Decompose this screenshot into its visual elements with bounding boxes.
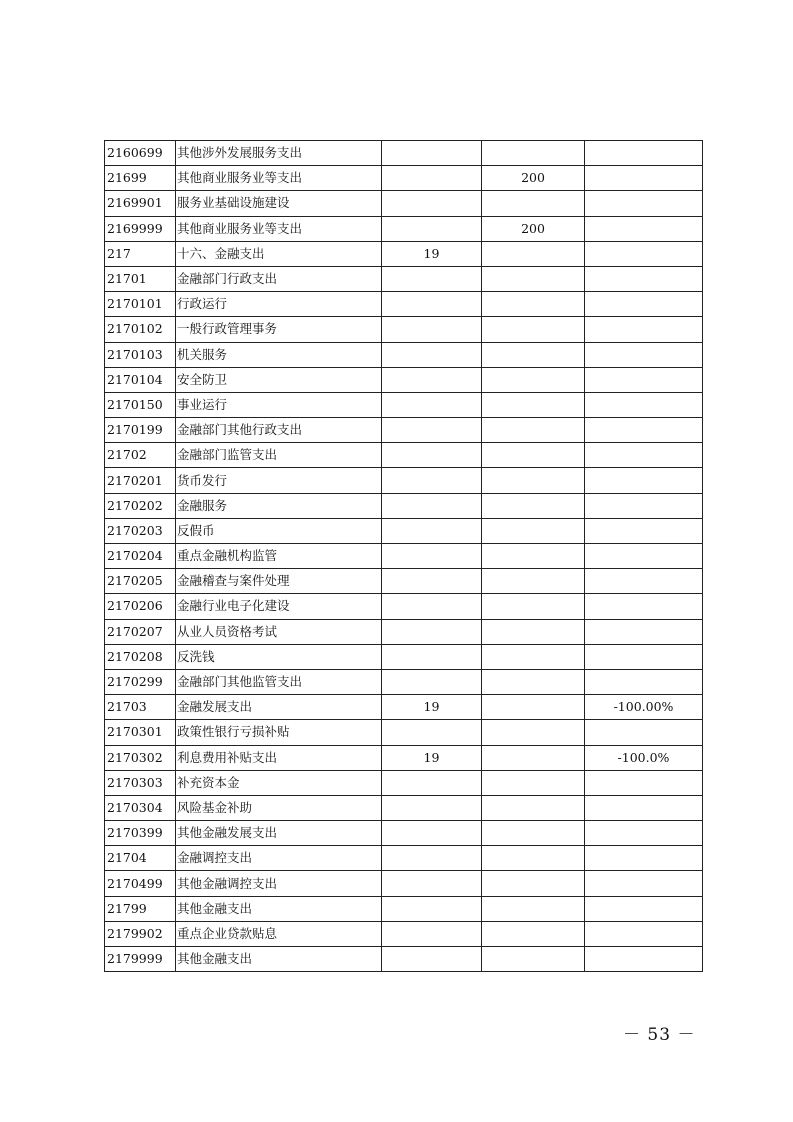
change-rate-cell	[585, 166, 703, 191]
change-rate-cell	[585, 493, 703, 518]
account-name-cell: 金融稽查与案件处理	[176, 569, 382, 594]
account-code-cell: 2179999	[105, 947, 176, 972]
account-code-cell: 2169901	[105, 191, 176, 216]
change-rate-cell	[585, 392, 703, 417]
account-code-cell: 2170205	[105, 569, 176, 594]
table-row	[105, 216, 703, 241]
table-row	[105, 317, 703, 342]
amount-col2-cell	[482, 695, 585, 720]
amount-col2-cell	[482, 468, 585, 493]
table-row	[105, 468, 703, 493]
account-code-cell: 2170203	[105, 518, 176, 543]
account-code-cell: 2170206	[105, 594, 176, 619]
amount-col1-cell: 19	[382, 241, 482, 266]
account-name-cell: 货币发行	[176, 468, 382, 493]
table-row	[105, 846, 703, 871]
amount-col1-cell	[382, 166, 482, 191]
account-code-cell: 2170299	[105, 669, 176, 694]
amount-col2-cell	[482, 191, 585, 216]
account-name-cell: 其他商业服务业等支出	[176, 166, 382, 191]
account-code-cell: 2170499	[105, 871, 176, 896]
account-name-cell: 其他金融支出	[176, 896, 382, 921]
amount-col1-cell	[382, 871, 482, 896]
account-code-cell: 2170199	[105, 418, 176, 443]
table-row	[105, 619, 703, 644]
amount-col2-cell	[482, 569, 585, 594]
change-rate-cell	[585, 846, 703, 871]
amount-col2-cell	[482, 795, 585, 820]
table-row	[105, 342, 703, 367]
account-name-cell: 重点企业贷款贴息	[176, 921, 382, 946]
account-name-cell: 金融部门其他监管支出	[176, 669, 382, 694]
account-code-cell: 2170208	[105, 644, 176, 669]
table-row	[105, 720, 703, 745]
change-rate-cell	[585, 292, 703, 317]
account-code-cell: 2179902	[105, 921, 176, 946]
account-code-cell: 2170101	[105, 292, 176, 317]
amount-col2-cell	[482, 317, 585, 342]
account-code-cell: 21704	[105, 846, 176, 871]
table-row	[105, 795, 703, 820]
account-name-cell: 其他金融发展支出	[176, 821, 382, 846]
amount-col1-cell	[382, 216, 482, 241]
amount-col1-cell	[382, 493, 482, 518]
account-name-cell: 其他涉外发展服务支出	[176, 141, 382, 166]
account-code-cell: 21701	[105, 266, 176, 291]
account-code-cell: 2170104	[105, 367, 176, 392]
amount-col2-cell	[482, 921, 585, 946]
change-rate-cell	[585, 896, 703, 921]
amount-col2-cell	[482, 669, 585, 694]
amount-col2-cell	[482, 770, 585, 795]
amount-col2-cell	[482, 896, 585, 921]
account-name-cell: 补充资本金	[176, 770, 382, 795]
change-rate-cell	[585, 317, 703, 342]
account-name-cell: 其他商业服务业等支出	[176, 216, 382, 241]
change-rate-cell	[585, 619, 703, 644]
amount-col2-cell	[482, 443, 585, 468]
amount-col1-cell	[382, 518, 482, 543]
change-rate-cell	[585, 241, 703, 266]
account-code-cell: 21699	[105, 166, 176, 191]
change-rate-cell	[585, 947, 703, 972]
amount-col1-cell	[382, 443, 482, 468]
change-rate-cell	[585, 216, 703, 241]
amount-col1-cell	[382, 367, 482, 392]
change-rate-cell	[585, 569, 703, 594]
table-row	[105, 367, 703, 392]
table-row	[105, 921, 703, 946]
amount-col1-cell	[382, 720, 482, 745]
table-row	[105, 241, 703, 266]
table-row	[105, 871, 703, 896]
amount-col1-cell	[382, 266, 482, 291]
account-name-cell: 十六、金融支出	[176, 241, 382, 266]
account-code-cell: 2170204	[105, 544, 176, 569]
change-rate-cell	[585, 191, 703, 216]
account-name-cell: 利息费用补贴支出	[176, 745, 382, 770]
change-rate-cell	[585, 821, 703, 846]
amount-col2-cell	[482, 292, 585, 317]
amount-col1-cell	[382, 795, 482, 820]
account-code-cell: 21799	[105, 896, 176, 921]
account-code-cell: 2170102	[105, 317, 176, 342]
account-code-cell: 2170150	[105, 392, 176, 417]
account-name-cell: 金融部门其他行政支出	[176, 418, 382, 443]
amount-col2-cell	[482, 266, 585, 291]
change-rate-cell	[585, 443, 703, 468]
table-row	[105, 821, 703, 846]
change-rate-cell	[585, 468, 703, 493]
account-name-cell: 金融行业电子化建设	[176, 594, 382, 619]
account-name-cell: 金融服务	[176, 493, 382, 518]
account-code-cell: 2170202	[105, 493, 176, 518]
account-name-cell: 反假币	[176, 518, 382, 543]
change-rate-cell	[585, 141, 703, 166]
change-rate-cell	[585, 594, 703, 619]
table-row	[105, 292, 703, 317]
account-code-cell: 21702	[105, 443, 176, 468]
amount-col1-cell	[382, 947, 482, 972]
table-row	[105, 695, 703, 720]
amount-col1-cell	[382, 392, 482, 417]
table-row	[105, 569, 703, 594]
account-code-cell: 2170207	[105, 619, 176, 644]
account-name-cell: 风险基金补助	[176, 795, 382, 820]
account-code-cell: 2170103	[105, 342, 176, 367]
budget-table	[104, 140, 703, 972]
account-code-cell: 2170201	[105, 468, 176, 493]
account-name-cell: 安全防卫	[176, 367, 382, 392]
change-rate-cell: -100.0%	[585, 745, 703, 770]
table-row	[105, 418, 703, 443]
amount-col2-cell	[482, 720, 585, 745]
table-row	[105, 770, 703, 795]
amount-col1-cell	[382, 292, 482, 317]
amount-col1-cell	[382, 569, 482, 594]
table-row	[105, 669, 703, 694]
amount-col1-cell	[382, 317, 482, 342]
amount-col2-cell	[482, 871, 585, 896]
amount-col2-cell	[482, 544, 585, 569]
amount-col2-cell: 200	[482, 216, 585, 241]
account-name-cell: 服务业基础设施建设	[176, 191, 382, 216]
amount-col2-cell	[482, 821, 585, 846]
amount-col1-cell	[382, 418, 482, 443]
amount-col1-cell	[382, 468, 482, 493]
amount-col2-cell	[482, 745, 585, 770]
account-code-cell: 21703	[105, 695, 176, 720]
amount-col1-cell: 19	[382, 695, 482, 720]
account-code-cell: 2160699	[105, 141, 176, 166]
table-row	[105, 644, 703, 669]
amount-col2-cell	[482, 846, 585, 871]
account-code-cell: 2170303	[105, 770, 176, 795]
change-rate-cell	[585, 770, 703, 795]
table-row	[105, 141, 703, 166]
amount-col1-cell	[382, 921, 482, 946]
amount-col1-cell	[382, 191, 482, 216]
amount-col1-cell	[382, 846, 482, 871]
account-name-cell: 金融部门行政支出	[176, 266, 382, 291]
change-rate-cell	[585, 544, 703, 569]
amount-col1-cell	[382, 644, 482, 669]
table-row	[105, 896, 703, 921]
change-rate-cell	[585, 367, 703, 392]
table-row	[105, 392, 703, 417]
amount-col1-cell	[382, 821, 482, 846]
account-name-cell: 一般行政管理事务	[176, 317, 382, 342]
table-row	[105, 544, 703, 569]
amount-col2-cell: 200	[482, 166, 585, 191]
change-rate-cell: -100.00%	[585, 695, 703, 720]
change-rate-cell	[585, 720, 703, 745]
account-name-cell: 金融发展支出	[176, 695, 382, 720]
change-rate-cell	[585, 342, 703, 367]
amount-col2-cell	[482, 594, 585, 619]
amount-col2-cell	[482, 241, 585, 266]
amount-col1-cell: 19	[382, 745, 482, 770]
amount-col2-cell	[482, 367, 585, 392]
account-code-cell: 2170302	[105, 745, 176, 770]
table-row	[105, 518, 703, 543]
account-code-cell: 2170301	[105, 720, 176, 745]
table-row	[105, 266, 703, 291]
account-name-cell: 其他金融支出	[176, 947, 382, 972]
table-row	[105, 745, 703, 770]
change-rate-cell	[585, 921, 703, 946]
account-name-cell: 行政运行	[176, 292, 382, 317]
account-code-cell: 217	[105, 241, 176, 266]
amount-col1-cell	[382, 544, 482, 569]
change-rate-cell	[585, 669, 703, 694]
page-number: － 53 －	[623, 1025, 696, 1045]
account-name-cell: 金融部门监管支出	[176, 443, 382, 468]
change-rate-cell	[585, 871, 703, 896]
amount-col2-cell	[482, 644, 585, 669]
table-row	[105, 443, 703, 468]
table-row	[105, 594, 703, 619]
account-name-cell: 金融调控支出	[176, 846, 382, 871]
change-rate-cell	[585, 518, 703, 543]
amount-col1-cell	[382, 594, 482, 619]
table-row	[105, 947, 703, 972]
change-rate-cell	[585, 418, 703, 443]
amount-col1-cell	[382, 141, 482, 166]
amount-col1-cell	[382, 342, 482, 367]
account-name-cell: 机关服务	[176, 342, 382, 367]
account-code-cell: 2169999	[105, 216, 176, 241]
amount-col2-cell	[482, 141, 585, 166]
account-name-cell: 从业人员资格考试	[176, 619, 382, 644]
table-row	[105, 191, 703, 216]
table-row	[105, 493, 703, 518]
amount-col1-cell	[382, 669, 482, 694]
amount-col1-cell	[382, 619, 482, 644]
account-code-cell: 2170399	[105, 821, 176, 846]
account-name-cell: 其他金融调控支出	[176, 871, 382, 896]
account-name-cell: 政策性银行亏损补贴	[176, 720, 382, 745]
amount-col2-cell	[482, 947, 585, 972]
account-name-cell: 重点金融机构监管	[176, 544, 382, 569]
amount-col2-cell	[482, 342, 585, 367]
amount-col2-cell	[482, 518, 585, 543]
account-code-cell: 2170304	[105, 795, 176, 820]
change-rate-cell	[585, 266, 703, 291]
amount-col2-cell	[482, 493, 585, 518]
account-name-cell: 反洗钱	[176, 644, 382, 669]
amount-col2-cell	[482, 619, 585, 644]
amount-col2-cell	[482, 392, 585, 417]
amount-col1-cell	[382, 770, 482, 795]
budget-table-body	[105, 141, 703, 972]
account-name-cell: 事业运行	[176, 392, 382, 417]
table-row	[105, 166, 703, 191]
amount-col2-cell	[482, 418, 585, 443]
change-rate-cell	[585, 644, 703, 669]
change-rate-cell	[585, 795, 703, 820]
amount-col1-cell	[382, 896, 482, 921]
